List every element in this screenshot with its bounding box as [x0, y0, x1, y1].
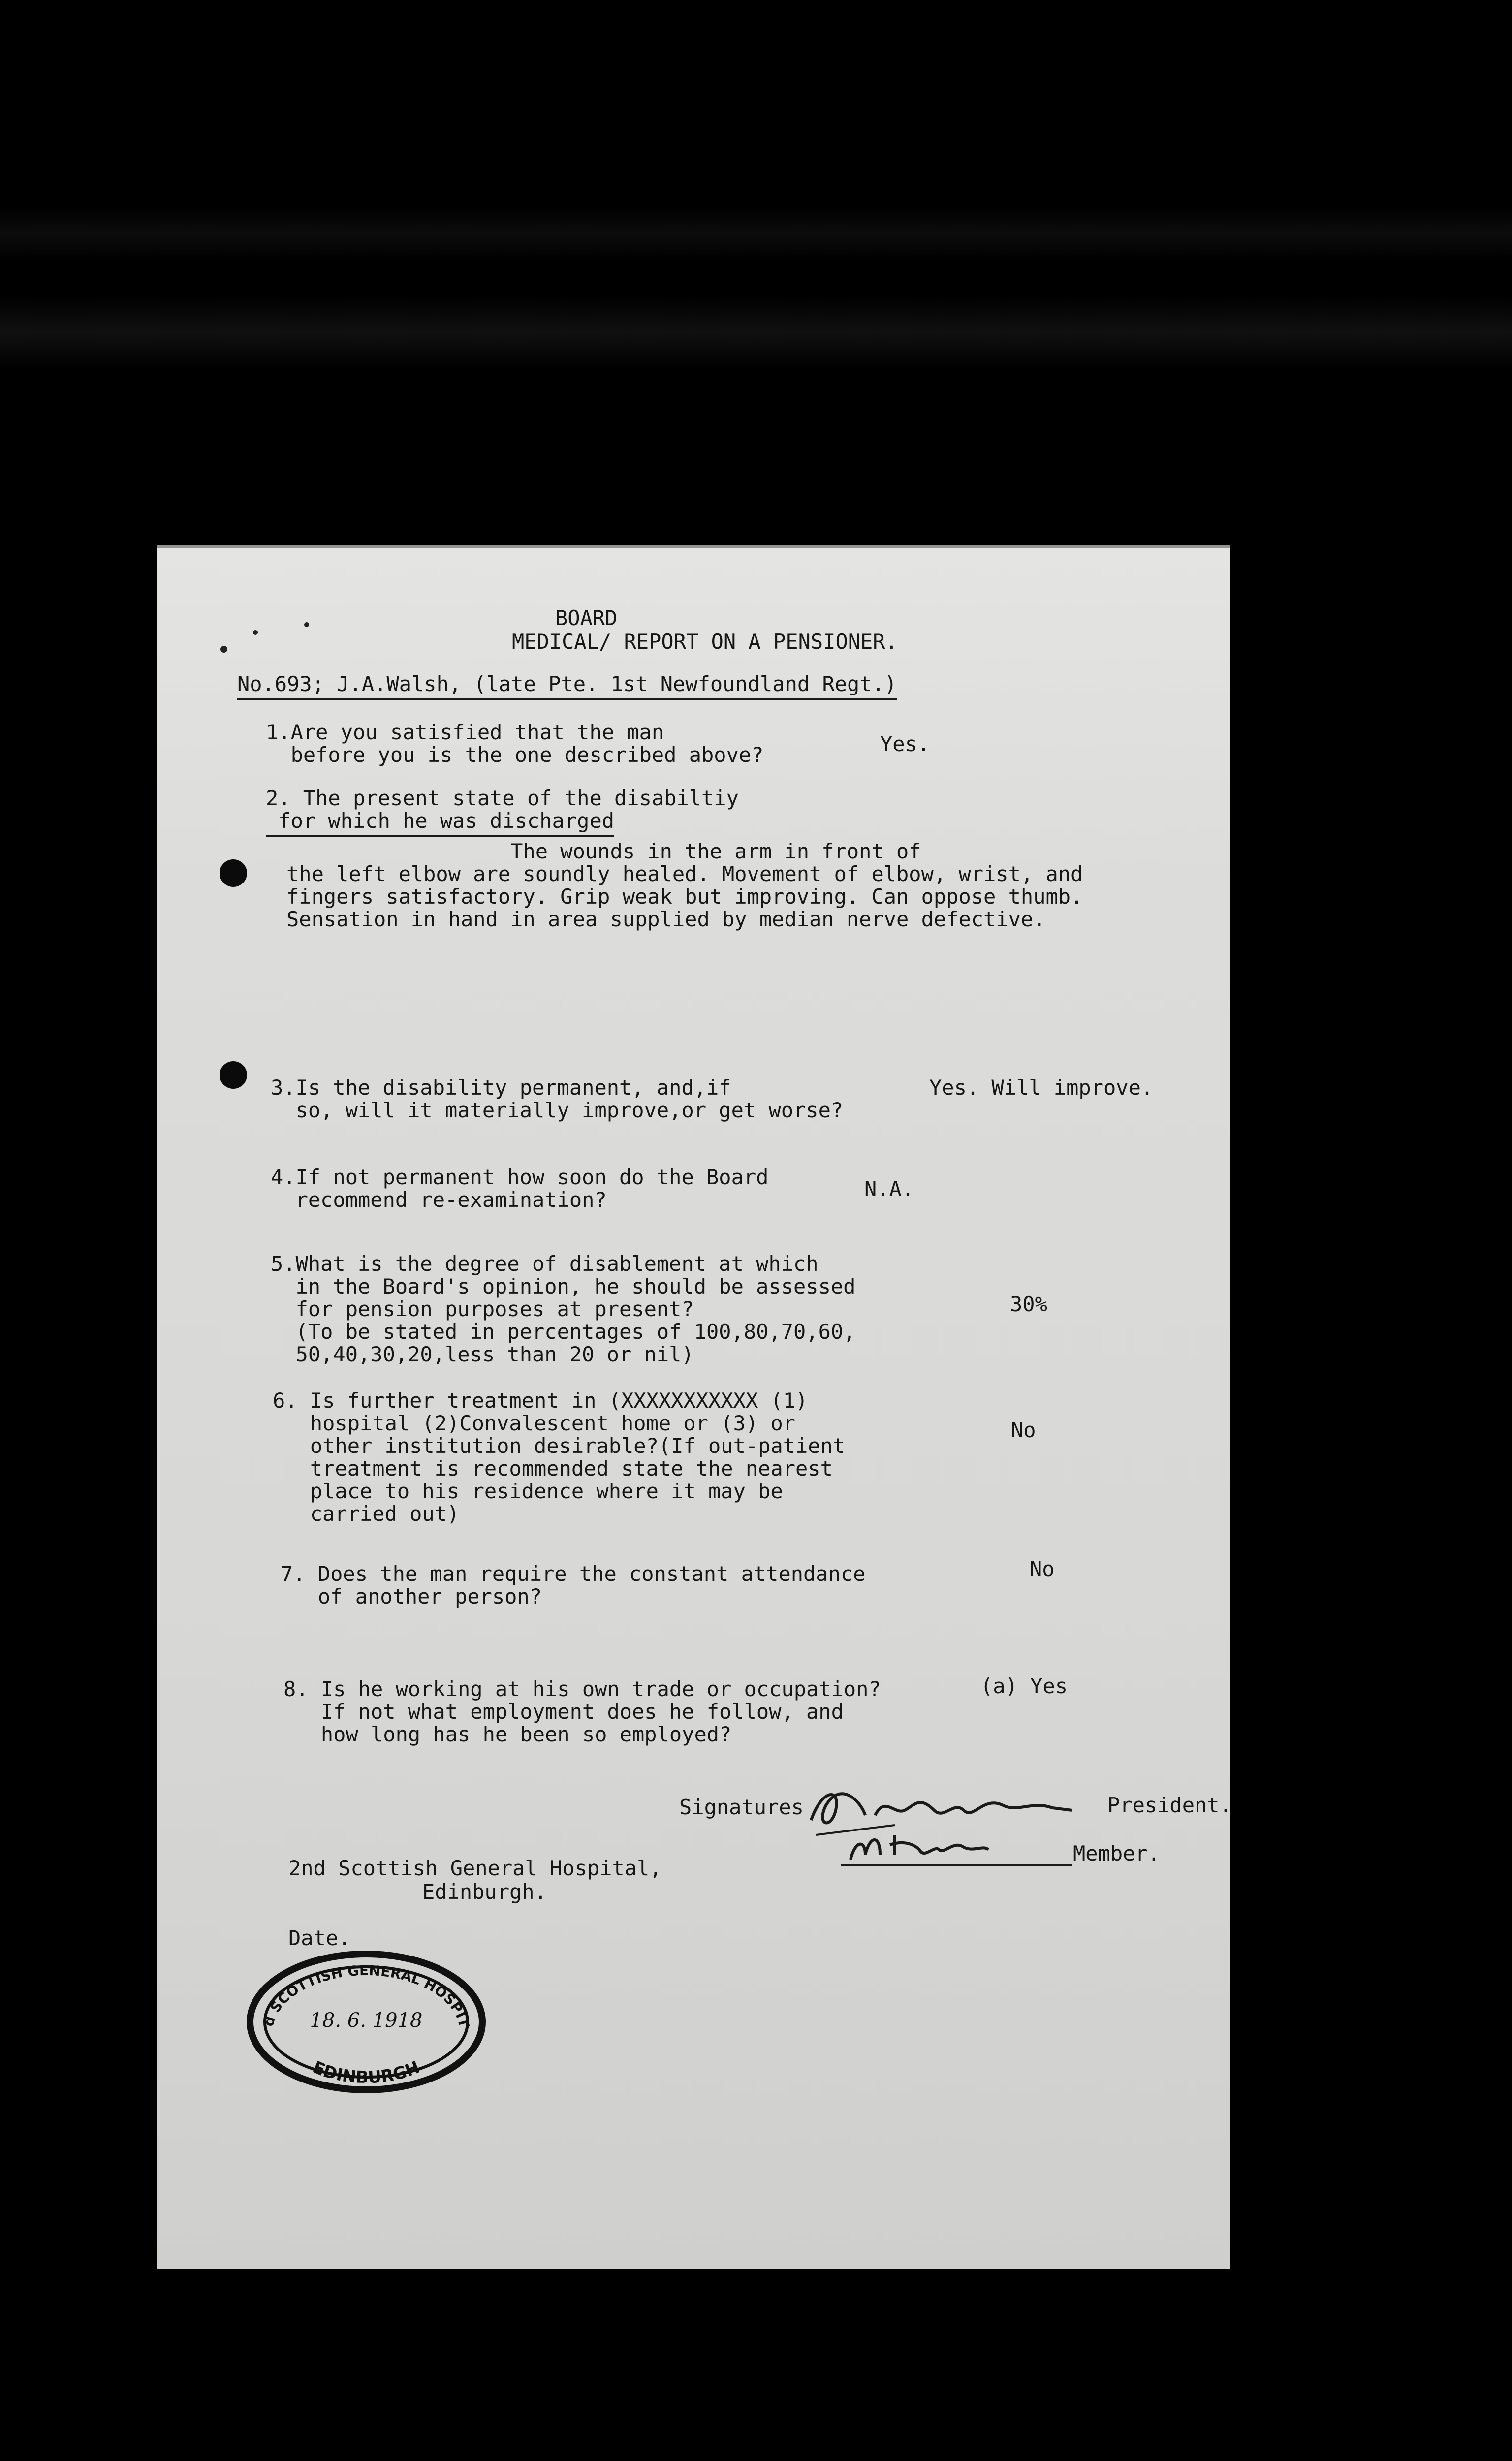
member-signature: [841, 1825, 1018, 1869]
question-5-line: 5.What is the degree of disablement at which: [271, 1252, 819, 1276]
president-label: President.: [1107, 1793, 1232, 1817]
hospital-stamp: [243, 1948, 489, 2096]
question-1-line: before you is the one described above?: [266, 743, 764, 767]
question-1-line: 1.Are you satisfied that the man: [266, 720, 664, 744]
question-6-line: carried out): [273, 1502, 460, 1526]
question-2-line: 2. The present state of the disabiltiy: [266, 786, 739, 810]
question-6-line: other institution desirable?(If out-patient: [273, 1434, 846, 1458]
date-label: Date.: [288, 1926, 351, 1950]
hospital-city: Edinburgh.: [422, 1880, 547, 1904]
question-7-line: 7. Does the man require the constant attendance: [281, 1562, 866, 1586]
question-5-answer: 30%: [1010, 1292, 1047, 1316]
signatures-label: Signatures: [679, 1795, 804, 1819]
question-3-line: so, will it materially improve,or get worse?: [271, 1098, 844, 1122]
question-6-answer: No: [1011, 1418, 1036, 1442]
question-2-answer-line: fingers satisfactory. Grip weak but improving. Can oppose thumb.: [286, 884, 1083, 909]
question-5-line: 50,40,30,20,less than 20 or nil): [271, 1342, 694, 1366]
question-3-line: 3.Is the disability permanent, and,if: [271, 1075, 731, 1100]
hospital-name: 2nd Scottish General Hospital,: [288, 1856, 662, 1880]
member-signature-rule: [841, 1864, 1072, 1866]
question-6-line: treatment is recommended state the nearest: [273, 1456, 833, 1481]
punch-hole: [220, 1061, 247, 1089]
ink-mark: [220, 646, 227, 653]
question-5-line: for pension purposes at present?: [271, 1297, 694, 1321]
stamp-date: 18. 6. 1918: [310, 2009, 423, 2032]
question-4-line: recommend re-examination?: [271, 1188, 607, 1212]
question-6-line: place to his residence where it may be: [273, 1479, 783, 1503]
question-2-answer-line: Sensation in hand in area supplied by median nerve defective.: [286, 907, 1046, 931]
question-2-line: for which he was discharged: [266, 807, 614, 837]
question-8-line: 8. Is he working at his own trade or occupation?: [284, 1677, 881, 1701]
scan-band: [0, 295, 1512, 369]
stamp-bottom-text: EDINBURGH: [310, 2057, 423, 2088]
pensioner-line: No.693; J.A.Walsh, (late Pte. 1st Newfoundland Regt.): [237, 670, 897, 700]
punch-hole: [220, 859, 247, 887]
question-8-line: how long has he been so employed?: [284, 1722, 732, 1746]
question-6-line: hospital (2)Convalescent home or (3) or: [273, 1411, 796, 1435]
ink-mark: [304, 622, 309, 627]
question-1-answer: Yes.: [880, 732, 930, 756]
question-4-line: 4.If not permanent how soon do the Board: [271, 1165, 769, 1189]
question-3-answer: Yes. Will improve.: [929, 1075, 1154, 1100]
question-2-answer-line: The wounds in the arm in front of: [286, 839, 921, 863]
stamp-top-text: d SCOTTISH GENERAL HOSPIT: [260, 1962, 472, 2028]
page-edge: [157, 545, 1230, 548]
question-6-line: 6. Is further treatment in (XXXXXXXXXXX (1): [273, 1388, 808, 1413]
question-7-line: of another person?: [281, 1584, 542, 1609]
report-title: MEDICAL/ REPORT ON A PENSIONER.: [512, 630, 898, 654]
member-label: Member.: [1073, 1841, 1161, 1865]
question-8-answer: (a) Yes: [980, 1674, 1068, 1698]
scan-band: [0, 207, 1512, 261]
question-4-answer: N.A.: [864, 1177, 914, 1201]
question-8-line: If not what employment does he follow, and: [284, 1700, 844, 1724]
board-label: BOARD: [555, 606, 618, 630]
question-5-line: in the Board's opinion, he should be assessed: [271, 1274, 856, 1298]
question-7-answer: No: [1030, 1557, 1055, 1581]
ink-mark: [253, 630, 258, 635]
question-5-line: (To be stated in percentages of 100,80,70,60,: [271, 1320, 856, 1344]
question-2-answer-line: the left elbow are soundly healed. Movement of elbow, wrist, and: [286, 862, 1083, 886]
